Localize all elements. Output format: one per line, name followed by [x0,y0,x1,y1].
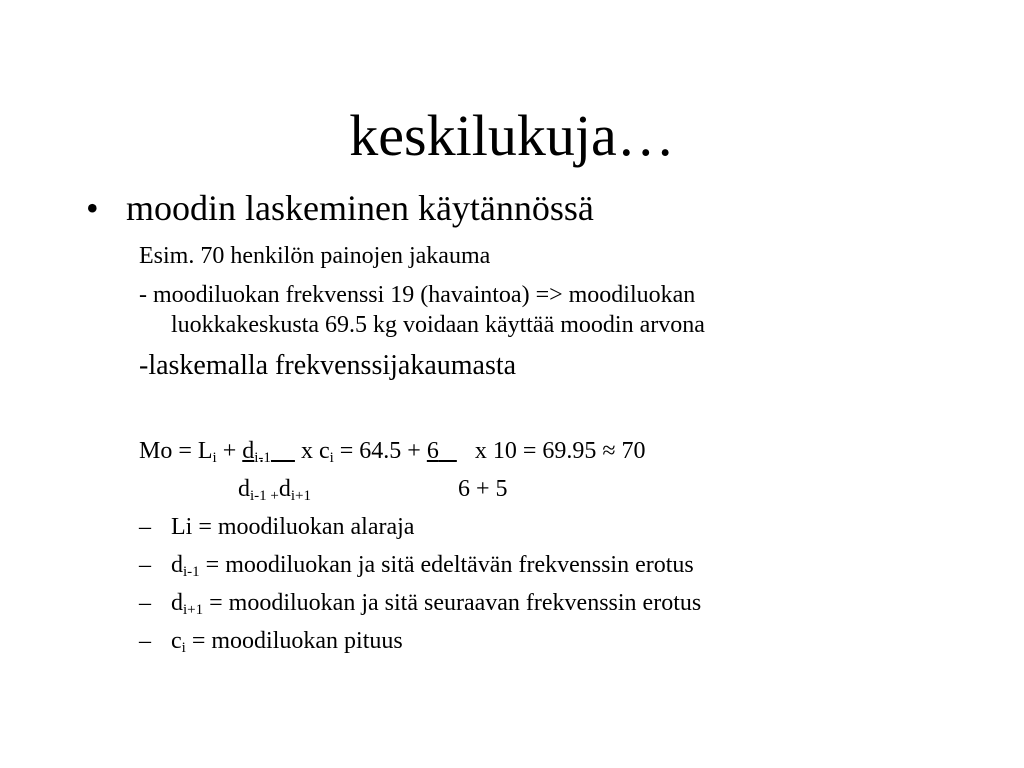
formula-lhs: Mo = L [139,438,213,464]
formula-value-numerator-pad [439,438,457,464]
bullet-symbol: • [86,188,99,228]
formula-plus: + [216,438,243,464]
formula-numerator-pad [271,438,295,464]
definition-prefix: d [171,552,183,578]
formula-d: d [242,438,255,464]
example-line: Esim. 70 henkilön painojen jakauma [139,243,491,269]
definition-text: = moodiluokan ja sitä edeltävän frekvenssin erotus [199,552,694,578]
formula-eq-value: = 64.5 + [333,438,427,464]
denominator-sub-i-minus-1: i-1 + [250,488,279,504]
denominator-sub-i-plus-1: i+1 [290,488,312,504]
slide-title: keskilukuja… [349,103,675,168]
value-denominator: 6 + 5 [458,476,508,502]
formula-sub-i: i [212,450,217,466]
calculation-line: -laskemalla frekvenssijakaumasta [139,350,517,381]
frequency-line-1: - moodiluokan frekvenssi 19 (havaintoa) => moodiluokan [139,282,696,308]
definition-c-i [171,626,403,656]
definition-text: = moodiluokan pituus [185,628,403,654]
denominator-d: d [238,476,250,502]
definition-d-i-minus-1 [171,550,694,580]
formula-sub-c-i: i [329,450,334,466]
formula-sub-i-minus-1: i-1 [254,450,271,466]
definition-sub: i-1 [183,564,200,580]
definition-prefix: d [171,590,183,616]
formula-times-c: x c [294,438,330,464]
formula-result: x 10 = 69.95 ≈ 70 [456,438,646,464]
formula-value-numerator-digit: 6 [426,438,439,464]
definition-li: Li = moodiluokan alaraja [171,514,415,540]
definition-dash: – [139,590,151,616]
definition-dash: – [139,514,151,540]
definition-sub: i [181,640,186,656]
formula-value-numerator [427,438,457,464]
bullet-moodin-laskeminen: moodin laskeminen käytännössä [126,188,594,228]
definition-dash: – [139,628,151,654]
definition-sub: i+1 [183,602,204,618]
mode-formula-numerator [139,436,646,466]
definition-dash: – [139,552,151,578]
definition-prefix: c [171,628,182,654]
frequency-line-2: luokkakeskusta 69.5 kg voidaan käyttää moodin arvona [171,312,705,338]
formula-fraction-numerator [242,438,295,464]
denominator-d2: d [278,476,291,502]
definition-d-i-plus-1 [171,588,701,618]
mode-formula-denominator [238,474,311,504]
definition-text: = moodiluokan ja sitä seuraavan frekvenssin erotus [203,590,702,616]
